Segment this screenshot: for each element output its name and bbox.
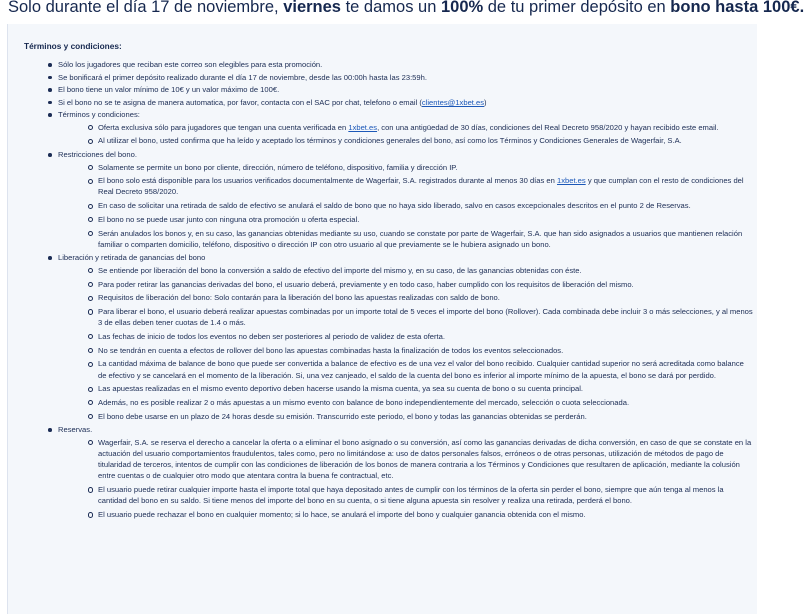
list-item: Requisitos de liberación del bono: Solo contarán para la liberación del bono las apuestas realizadas con saldo de bono.	[58, 292, 753, 303]
headline-text-3: de tu primer depósito en	[483, 0, 671, 16]
terms-item-bonus-limits: El bono tiene un valor mínimo de 10€ y un valor máximo de 100€.	[18, 84, 753, 95]
terms-panel	[7, 24, 757, 614]
restrictions-sublist	[58, 162, 753, 250]
list-item: El bono solo está disponible para los usuarios verificados documentalmente de Wagerfair, S.A. registrados durante al menos 30 días en 1xbet.es y que cumplan con el resto de condiciones del Real Decreto 958/2020.	[58, 175, 753, 197]
terms-item-contact: Si el bono no se te asigna de manera automatica, por favor, contacta con el SAC por chat, telefono o email (clientes@1xbet.es)	[18, 97, 753, 108]
list-item: Al utilizar el bono, usted confirma que ha leído y aceptado los términos y condiciones generales del bono, así como los Términos y Condiciones Generales de Wagerfair, S.A.	[58, 135, 753, 146]
terms-item-reservations: Reservas. Wagerfair, S.A. se reserva el derecho a cancelar la oferta o a eliminar el bono asignado o su conversión, así como las ganancias derivadas de dicha conversión, en caso de que se constate en la actuación del usuario comportamientos fraudulentos, tales como, pero no limitándose a: uso de datos personales falsos, erróneos o de otras personas, utilización de métodos de pago de titularidad de terceros, intentos de cumplir con las condiciones de liberación de los bonos de manera contraria a los Términos y Condiciones que resultaren de aplicación, mediante la colusión entre cuentas o de cualquier otro modo que atentara contra la buena fe contractual, etc. El usuario puede retirar cualquier importe hasta el importe total que haya depositado antes de cumplir con los términos de la oferta sin perder el bono, siempre que aún tenga al menos la cantidad del bono en su saldo. Si tiene menos del importe del bono en su cuenta, o si tiene alguna apuesta sin resolver y realiza una retirada, perderá el bono. El usuario puede rechazar el bono en cualquier momento; si lo hace, se anulará el importe del bono y cualquier ganancia obtenida con el mismo.	[18, 424, 753, 520]
release-sublist	[58, 265, 753, 422]
list-item: La cantidad máxima de balance de bono que puede ser convertida a balance de efectivo es de una vez el valor del bono recibido. Cualquier cantidad superior no será acreditada como balance de efectivo y se cancelará en el momento de la liberación. Si, una vez canjeado, el saldo de la cuenta del bono es inferior al importe mínimo de la apuesta, el bono se dará por perdido.	[58, 358, 753, 380]
terms-title: Términos y condiciones:	[24, 41, 122, 51]
terms-item-release: Liberación y retirada de ganancias del bono Se entiende por liberación del bono la conversión a saldo de efectivo del importe del mismo y, en su caso, de las ganancias obtenidas con éste. Para poder retirar las ganancias derivadas del bono, el usuario deberá, previamente y en todo caso, haber cumplido con los requisitos de liberación del mismo. Requisitos de liberación del bono: Solo contarán para la liberación del bono las apuestas realizadas con saldo de bono. Para liberar el bono, el usuario deberá realizar apuestas combinadas por un importe total de 5 veces el importe del bono (Rollover). Cada combinada debe incluir 3 o más selecciones, y al menos 3 de ellas deben tener cuotas de 1.4 o más. Las fechas de inicio de todos los eventos no deben ser posteriores al periodo de validez de esta oferta. No se tendrán en cuenta a efectos de rollover del bono las apuestas combinadas hasta la finalización de todos los eventos seleccionados. La cantidad máxima de balance de bono que puede ser convertida a balance de efectivo es de una vez el valor del bono recibido. Cualquier cantidad superior no será acreditada como balance de efectivo y se cancelará en el momento de la liberación. Si, una vez canjeado, el saldo de la cuenta del bono es inferior al importe mínimo de la apuesta, el bono se dará por perdido. Las apuestas realizadas en el mismo evento deportivo deben hacerse usando la misma cuenta, ya sea su cuenta de bono o su cuenta principal. Además, no es posible realizar 2 o más apuestas a un mismo evento con balance de bono independientemente del mercado, selección o cuota seleccionada. El bono debe usarse en un plazo de 24 horas desde su emisión. Transcurrido este periodo, el bono y todas las ganancias obtenidas se perderán.	[18, 252, 753, 421]
reservations-sublist	[58, 437, 753, 520]
headline-text-2: te damos un	[340, 0, 441, 16]
terms-item-eligibility: Sólo los jugadores que reciban este correo son elegibles para esta promoción.	[18, 59, 753, 70]
terms-list	[18, 59, 753, 520]
list-item: Para liberar el bono, el usuario deberá realizar apuestas combinadas por un importe total de 5 veces el importe del bono (Rollover). Cada combinada debe incluir 3 o más selecciones, y al menos 3 de ellas deben tener cuotas de 1.4 o más.	[58, 306, 753, 328]
list-item: Serán anulados los bonos y, en su caso, las ganancias obtenidas mediante su uso, cuando se constate por parte de Wagerfair, S.A. que han sido asignados a usuarios que mantienen relación familiar o comparten domicilio, teléfono, dispositivo o dirección IP con otro usuario al que previamente se le hubiera asignado un bono.	[58, 228, 753, 250]
list-item: Las fechas de inicio de todos los eventos no deben ser posteriores al periodo de validez de esta oferta.	[58, 331, 753, 342]
headline-bold-day: viernes	[283, 0, 341, 16]
list-item: El usuario puede retirar cualquier importe hasta el importe total que haya depositado antes de cumplir con los términos de la oferta sin perder el bono, siempre que aún tenga al menos la cantidad del bono en su saldo. Si tiene menos del importe del bono en su cuenta, o si tiene alguna apuesta sin resolver y realiza una retirada, perderá el bono.	[58, 484, 753, 506]
list-item: El usuario puede rechazar el bono en cualquier momento; si lo hace, se anulará el importe del bono y cualquier ganancia obtenida con el mismo.	[58, 509, 753, 520]
list-item: Además, no es posible realizar 2 o más apuestas a un mismo evento con balance de bono independientemente del mercado, selección o cuota seleccionada.	[58, 397, 753, 408]
headline-bold-percent: 100%	[440, 0, 484, 16]
terms-item-first-deposit: Se bonificará el primer depósito realizado durante el día 17 de noviembre, desde las 00:00h hasta las 23:59h.	[18, 72, 753, 83]
list-item: Para poder retirar las ganancias derivadas del bono, el usuario deberá, previamente y en todo caso, haber cumplido con los requisitos de liberación del mismo.	[58, 279, 753, 290]
conditions-sublist	[58, 122, 753, 147]
list-item: Wagerfair, S.A. se reserva el derecho a cancelar la oferta o a eliminar el bono asignado o su conversión, así como las ganancias derivadas de dicha conversión, en caso de que se constate en la actuación del usuario comportamientos fraudulentos, tales como, pero no limitándose a: uso de datos personales falsos, erróneos o de otras personas, utilización de métodos de pago de titularidad de terceros, intentos de cumplir con las condiciones de liberación de los bonos de manera contraria a los Términos y Condiciones que resultaren de aplicación, mediante la colusión entre cuentas o de cualquier otro modo que atentara contra la buena fe contractual, etc.	[58, 437, 753, 482]
promo-headline	[8, 0, 804, 18]
terms-item-conditions: Términos y condiciones: Oferta exclusiva sólo para jugadores que tengan una cuenta verificada en 1xbet.es, con una antigüedad de 30 días, condiciones del Real Decreto 958/2020 y hayan recibido este email. Al utilizar el bono, usted confirma que ha leído y aceptado los términos y condiciones generales del bono, así como los Términos y Condiciones Generales de Wagerfair, S.A.	[18, 109, 753, 146]
list-item: Oferta exclusiva sólo para jugadores que tengan una cuenta verificada en 1xbet.es, con una antigüedad de 30 días, condiciones del Real Decreto 958/2020 y hayan recibido este email.	[58, 122, 753, 133]
site-link[interactable]: 1xbet.es	[556, 176, 586, 186]
support-email-link[interactable]: clientes@1xbet.es	[421, 97, 485, 107]
list-item: El bono no se puede usar junto con ninguna otra promoción u oferta especial.	[58, 214, 753, 225]
headline-bold-bonus: bono hasta 100€.	[670, 0, 804, 16]
headline-text-1: Solo durante el día 17 de noviembre,	[8, 0, 284, 16]
site-link[interactable]: 1xbet.es	[348, 122, 378, 132]
terms-item-restrictions: Restricciones del bono. Solamente se permite un bono por cliente, dirección, número de teléfono, dispositivo, familia y dirección IP. El bono solo está disponible para los usuarios verificados documentalmente de Wagerfair, S.A. registrados durante al menos 30 días en 1xbet.es y que cumplan con el resto de condiciones del Real Decreto 958/2020. En caso de solicitar una retirada de saldo de efectivo se anulará el saldo de bono que no haya sido liberado, salvo en casos excepcionales descritos en el punto 2 de Reservas. El bono no se puede usar junto con ninguna otra promoción u oferta especial. Serán anulados los bonos y, en su caso, las ganancias obtenidas mediante su uso, cuando se constate por parte de Wagerfair, S.A. que han sido asignados a usuarios que mantienen relación familiar o comparten domicilio, teléfono, dispositivo o dirección IP con otro usuario al que previamente se le hubiera asignado un bono.	[18, 149, 753, 250]
list-item: Solamente se permite un bono por cliente, dirección, número de teléfono, dispositivo, familia y dirección IP.	[58, 162, 753, 173]
terms-body	[18, 59, 753, 523]
list-item: En caso de solicitar una retirada de saldo de efectivo se anulará el saldo de bono que no haya sido liberado, salvo en casos excepcionales descritos en el punto 2 de Reservas.	[58, 200, 753, 211]
list-item: Las apuestas realizadas en el mismo evento deportivo deben hacerse usando la misma cuenta, ya sea su cuenta de bono o su cuenta principal.	[58, 383, 753, 394]
list-item: Se entiende por liberación del bono la conversión a saldo de efectivo del importe del mismo y, en su caso, de las ganancias obtenidas con éste.	[58, 265, 753, 276]
list-item: El bono debe usarse en un plazo de 24 horas desde su emisión. Transcurrido este periodo, el bono y todas las ganancias obtenidas se perderán.	[58, 411, 753, 422]
list-item: No se tendrán en cuenta a efectos de rollover del bono las apuestas combinadas hasta la finalización de todos los eventos seleccionados.	[58, 345, 753, 356]
